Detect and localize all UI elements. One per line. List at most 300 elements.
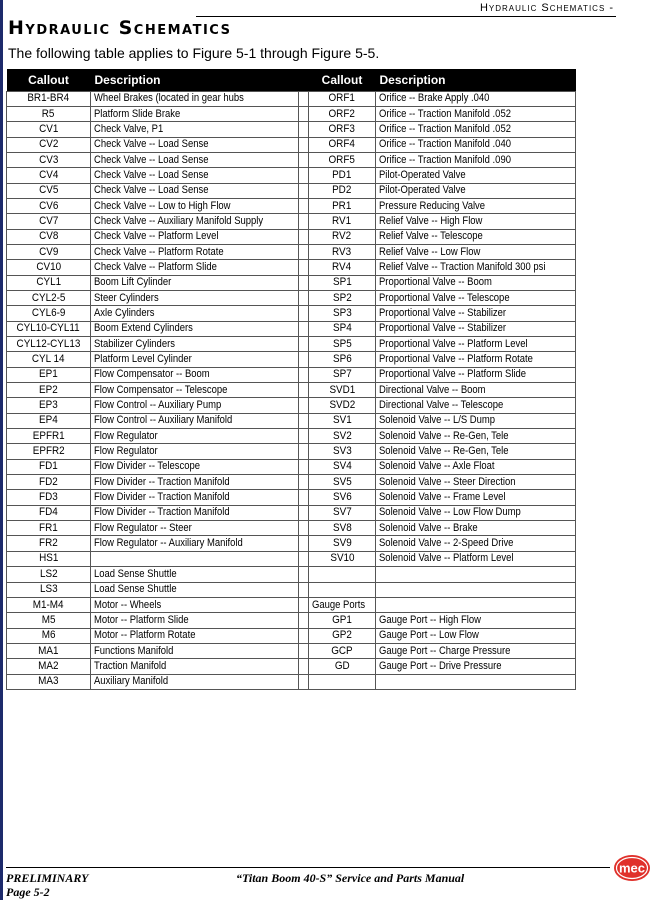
callout-cell-left	[7, 505, 91, 520]
spacer-cell	[299, 352, 309, 367]
description-cell-left	[91, 674, 299, 689]
description-cell-right	[376, 337, 576, 352]
description-cell-right	[376, 551, 576, 566]
callout-cell-left	[7, 597, 91, 612]
callout-cell-left	[7, 367, 91, 382]
callout-cell-right-text: ORF3	[328, 122, 356, 135]
description-cell-left	[91, 290, 299, 305]
description-cell-left	[91, 475, 299, 490]
description-cell-right	[376, 183, 576, 198]
table-row	[7, 337, 576, 352]
spacer-cell	[299, 337, 309, 352]
callout-cell-right-text: SV10	[329, 552, 355, 565]
spacer-cell	[299, 260, 309, 275]
description-cell-left	[91, 106, 299, 121]
description-cell-right	[376, 628, 576, 643]
callout-cell-left-text: CV10	[36, 260, 61, 273]
spacer-cell	[299, 229, 309, 244]
callout-cell-left	[7, 536, 91, 551]
table-row	[7, 536, 576, 551]
spacer-cell	[299, 505, 309, 520]
spacer-cell	[299, 567, 309, 582]
callout-cell-left	[7, 106, 91, 121]
description-cell-left	[91, 551, 299, 566]
description-cell-left-text: Functions Manifold	[94, 644, 174, 657]
description-cell-left-text: Flow Divider -- Traction Manifold	[94, 506, 230, 519]
callout-cell-left	[7, 122, 91, 137]
description-cell-left-text: Check Valve -- Platform Slide	[94, 260, 217, 273]
callout-cell-left-text: CYL 14	[32, 353, 65, 366]
description-cell-right	[376, 490, 576, 505]
description-cell-right-text: Pilot-Operated Valve	[379, 184, 466, 197]
description-cell-right	[376, 152, 576, 167]
callout-cell-right	[309, 337, 376, 352]
table-row	[7, 643, 576, 658]
callout-cell-left-text: MA2	[38, 659, 59, 672]
description-cell-left	[91, 536, 299, 551]
spacer-cell	[299, 521, 309, 536]
callout-cell-left-text: CV7	[38, 214, 59, 227]
table-row	[7, 551, 576, 566]
description-cell-left	[91, 352, 299, 367]
description-cell-left-text: Flow Divider -- Telescope	[94, 460, 201, 473]
callout-cell-right	[309, 152, 376, 167]
callout-cell-right	[309, 214, 376, 229]
callout-cell-right	[309, 275, 376, 290]
callout-cell-right	[309, 290, 376, 305]
callout-cell-left-text: CV3	[38, 153, 59, 166]
description-cell-left-text: Axle Cylinders	[94, 306, 155, 319]
description-cell-left-text: Steer Cylinders	[94, 291, 159, 304]
description-cell-right	[376, 91, 576, 106]
callout-cell-left	[7, 337, 91, 352]
callout-cell-right	[309, 367, 376, 382]
description-cell-left-text: Flow Compensator -- Telescope	[94, 383, 228, 396]
table-row	[7, 383, 576, 398]
callout-cell-left-text: LS3	[39, 583, 58, 596]
description-cell-left-text: Load Sense Shuttle	[94, 567, 177, 580]
footer-page-number: Page 5-2	[6, 885, 50, 899]
callout-cell-right-text: SV4	[332, 460, 352, 473]
column-header-callout-1: Callout	[7, 69, 91, 91]
footer-status: PRELIMINARY	[6, 871, 89, 885]
callout-cell-right	[309, 383, 376, 398]
description-cell-right-text: Solenoid Valve -- Steer Direction	[379, 475, 516, 488]
callout-cell-right-text: RV3	[332, 245, 352, 258]
description-cell-right-text: Gauge Port -- Low Flow	[379, 629, 479, 642]
callout-cell-left-text: CV6	[38, 199, 59, 212]
description-cell-right	[376, 321, 576, 336]
description-cell-left	[91, 122, 299, 137]
column-header-callout-2: Callout	[309, 69, 376, 91]
description-cell-right	[376, 214, 576, 229]
callout-cell-left	[7, 567, 91, 582]
spacer-cell	[299, 536, 309, 551]
spacer-cell	[299, 198, 309, 213]
description-cell-right-text: Solenoid Valve -- 2-Speed Drive	[379, 537, 514, 550]
description-cell-right	[376, 122, 576, 137]
callout-cell-right	[309, 582, 376, 597]
mec-logo	[613, 853, 651, 883]
description-cell-right-text: Proportional Valve -- Stabilizer	[379, 306, 507, 319]
description-cell-right-text: Gauge Port -- Drive Pressure	[379, 659, 502, 672]
table-row	[7, 613, 576, 628]
spacer-cell	[299, 290, 309, 305]
table-row	[7, 674, 576, 689]
callout-cell-right-text: SP7	[332, 368, 352, 381]
description-cell-left-text: Check Valve -- Low to High Flow	[94, 199, 231, 212]
callout-cell-left	[7, 628, 91, 643]
section-title: Hydraulic Schematics	[8, 17, 232, 39]
callout-cell-right-text: SV5	[332, 475, 352, 488]
description-cell-left	[91, 198, 299, 213]
callout-cell-right-text: PR1	[332, 199, 352, 212]
callout-cell-right	[309, 475, 376, 490]
spacer-cell	[299, 444, 309, 459]
table-row	[7, 475, 576, 490]
table-row	[7, 490, 576, 505]
description-cell-right	[376, 613, 576, 628]
table-row	[7, 567, 576, 582]
callout-cell-right-text: SP5	[332, 337, 352, 350]
callout-cell-left-text: M6	[41, 629, 56, 642]
description-cell-right	[376, 168, 576, 183]
description-cell-left	[91, 643, 299, 658]
callout-cell-left-text: HS1	[38, 552, 59, 565]
callout-cell-right	[309, 505, 376, 520]
callout-cell-left-text: CV8	[38, 230, 59, 243]
callout-cell-left-text: MA1	[38, 644, 59, 657]
description-cell-left-text: Stabilizer Cylinders	[94, 337, 175, 350]
callout-cell-right	[309, 613, 376, 628]
description-cell-left	[91, 567, 299, 582]
spacer-cell	[299, 628, 309, 643]
callout-cell-right	[309, 91, 376, 106]
description-cell-right-text: Solenoid Valve -- L/S Dump	[379, 414, 496, 427]
description-cell-left-text: Check Valve -- Load Sense	[94, 138, 209, 151]
callout-cell-left	[7, 229, 91, 244]
table-row	[7, 413, 576, 428]
description-cell-right	[376, 244, 576, 259]
callout-cell-left	[7, 383, 91, 398]
footer-left	[6, 871, 88, 899]
callout-cell-right	[309, 198, 376, 213]
callout-cell-right	[309, 628, 376, 643]
description-cell-right-text: Orifice -- Traction Manifold .052	[379, 122, 511, 135]
description-cell-right	[376, 398, 576, 413]
description-cell-left	[91, 214, 299, 229]
callout-cell-left	[7, 613, 91, 628]
callout-cell-right	[309, 674, 376, 689]
callout-cell-left-text: CYL2-5	[31, 291, 66, 304]
description-cell-right	[376, 643, 576, 658]
description-cell-right	[376, 536, 576, 551]
callout-cell-right	[309, 459, 376, 474]
logo-text: mec	[618, 860, 646, 876]
callout-cell-right-text: ORF5	[328, 153, 356, 166]
page-left-border	[0, 0, 3, 900]
description-cell-left	[91, 429, 299, 444]
description-cell-right	[376, 413, 576, 428]
callout-cell-left-text: LS2	[39, 567, 58, 580]
table-row	[7, 244, 576, 259]
callout-cell-left	[7, 306, 91, 321]
description-cell-left	[91, 306, 299, 321]
description-cell-left-text: Flow Compensator -- Boom	[94, 368, 210, 381]
description-cell-right	[376, 352, 576, 367]
callout-cell-left	[7, 521, 91, 536]
subheading-cell-right-text: Gauge Ports	[312, 598, 366, 611]
callout-cell-right-text: GP1	[332, 613, 352, 626]
table-row	[7, 275, 576, 290]
spacer-cell	[299, 168, 309, 183]
callout-cell-left	[7, 444, 91, 459]
callout-cell-right	[309, 521, 376, 536]
callout-cell-right	[309, 122, 376, 137]
spacer-cell	[299, 659, 309, 674]
callout-cell-right-text: SVD1	[329, 383, 355, 396]
column-header-spacer	[299, 69, 309, 91]
callout-cell-right-text: SV8	[332, 521, 352, 534]
callout-cell-right	[309, 429, 376, 444]
spacer-cell	[299, 137, 309, 152]
spacer-cell	[299, 398, 309, 413]
description-cell-left	[91, 321, 299, 336]
callout-cell-right	[309, 183, 376, 198]
callout-cell-right	[309, 413, 376, 428]
callout-cell-left	[7, 290, 91, 305]
description-cell-right-text: Solenoid Valve -- Axle Float	[379, 460, 495, 473]
callout-cell-right-text: SP4	[332, 322, 352, 335]
callout-cell-left-text: R5	[42, 107, 55, 120]
callout-cell-left	[7, 260, 91, 275]
intro-text: The following table applies to Figure 5-1 through Figure 5-5.	[8, 45, 380, 61]
callout-cell-left	[7, 659, 91, 674]
callout-cell-left	[7, 321, 91, 336]
callout-cell-right	[309, 643, 376, 658]
callout-cell-right	[309, 229, 376, 244]
description-cell-left-text: Flow Regulator	[94, 429, 158, 442]
callout-cell-left	[7, 244, 91, 259]
table-row	[7, 183, 576, 198]
description-cell-left	[91, 183, 299, 198]
callout-cell-left	[7, 183, 91, 198]
table-row	[7, 597, 576, 612]
description-cell-right	[376, 198, 576, 213]
table-row	[7, 91, 576, 106]
callout-cell-left	[7, 198, 91, 213]
callout-cell-right-text: SV6	[332, 491, 352, 504]
table-row	[7, 260, 576, 275]
description-cell-right	[376, 229, 576, 244]
callout-cell-right-text: SV9	[332, 537, 352, 550]
callout-cell-left	[7, 214, 91, 229]
callout-cell-left	[7, 582, 91, 597]
description-cell-left-text: Flow Divider -- Traction Manifold	[94, 491, 230, 504]
table-row	[7, 444, 576, 459]
callout-cell-left-text: EPFR1	[32, 429, 65, 442]
callout-cell-left-text: CYL12-CYL13	[16, 337, 81, 350]
callout-cell-left	[7, 459, 91, 474]
description-cell-right-text: Pressure Reducing Valve	[379, 199, 486, 212]
spacer-cell	[299, 183, 309, 198]
callout-cell-right	[309, 536, 376, 551]
description-cell-right-text: Proportional Valve -- Platform Slide	[379, 368, 527, 381]
column-header-description-1: Description	[91, 69, 299, 91]
description-cell-left-text: Flow Control -- Auxiliary Manifold	[94, 414, 233, 427]
callout-cell-right-text: SVD2	[329, 399, 355, 412]
callout-cell-right-text: SP2	[332, 291, 352, 304]
description-cell-left	[91, 444, 299, 459]
description-cell-left	[91, 490, 299, 505]
callout-cell-left-text: FD2	[39, 475, 58, 488]
callout-cell-right-text: SV7	[332, 506, 352, 519]
description-cell-right	[376, 521, 576, 536]
description-cell-left-text: Boom Extend Cylinders	[94, 322, 193, 335]
callout-cell-left-text: EP1	[39, 368, 58, 381]
description-cell-left-text: Motor -- Platform Slide	[94, 613, 189, 626]
callout-cell-left-text: EP4	[39, 414, 58, 427]
description-cell-left-text: Flow Divider -- Traction Manifold	[94, 475, 230, 488]
description-cell-right	[376, 106, 576, 121]
description-cell-right	[376, 444, 576, 459]
description-cell-left	[91, 229, 299, 244]
table-row	[7, 137, 576, 152]
table-row	[7, 168, 576, 183]
description-cell-right-text: Solenoid Valve -- Re-Gen, Tele	[379, 429, 509, 442]
table-row	[7, 229, 576, 244]
description-cell-left	[91, 168, 299, 183]
description-cell-left-text: Platform Slide Brake	[94, 107, 181, 120]
description-cell-right-text: Proportional Valve -- Boom	[379, 276, 492, 289]
callout-cell-left-text: CV5	[38, 184, 59, 197]
subheading-cell-right	[309, 597, 376, 612]
running-title: Hydraulic Schematics -	[479, 2, 614, 14]
callout-cell-left	[7, 413, 91, 428]
column-header-description-2: Description	[376, 69, 576, 91]
callout-cell-left-text: CYL10-CYL11	[16, 322, 81, 335]
description-cell-left	[91, 659, 299, 674]
callout-table	[6, 69, 576, 690]
description-cell-right	[376, 459, 576, 474]
callout-cell-right	[309, 306, 376, 321]
callout-cell-left-text: M5	[41, 613, 56, 626]
description-cell-right-text: Solenoid Valve -- Frame Level	[379, 491, 506, 504]
table-row	[7, 398, 576, 413]
callout-cell-left	[7, 275, 91, 290]
callout-cell-right	[309, 168, 376, 183]
description-cell-right-text: Orifice -- Traction Manifold .090	[379, 153, 511, 166]
description-cell-right-text: Solenoid Valve -- Low Flow Dump	[379, 506, 521, 519]
callout-cell-left-text: FD3	[39, 491, 58, 504]
description-cell-right-text: Relief Valve -- High Flow	[379, 214, 483, 227]
callout-cell-left	[7, 674, 91, 689]
spacer-cell	[299, 214, 309, 229]
callout-cell-left	[7, 490, 91, 505]
callout-cell-left-text: FD1	[39, 460, 58, 473]
callout-cell-left-text: CV9	[38, 245, 59, 258]
description-cell-left-text: Platform Level Cylinder	[94, 353, 192, 366]
spacer-cell	[299, 91, 309, 106]
description-cell-right	[376, 475, 576, 490]
description-cell-left	[91, 413, 299, 428]
description-cell-right	[376, 275, 576, 290]
description-cell-right-text: Proportional Valve -- Platform Level	[379, 337, 528, 350]
callout-cell-right	[309, 244, 376, 259]
spacer-cell	[299, 490, 309, 505]
description-cell-right	[376, 597, 576, 612]
callout-cell-left-text: CV1	[38, 122, 59, 135]
description-cell-left	[91, 459, 299, 474]
description-cell-left	[91, 398, 299, 413]
spacer-cell	[299, 643, 309, 658]
description-cell-left-text: Flow Regulator -- Auxiliary Manifold	[94, 537, 243, 550]
callout-cell-left-text: CYL1	[36, 276, 61, 289]
callout-cell-right-text: RV2	[332, 230, 352, 243]
callout-cell-left-text: EPFR2	[32, 445, 65, 458]
callout-cell-right-text: ORF1	[328, 92, 356, 105]
callout-cell-right-text: SV3	[332, 445, 352, 458]
description-cell-right-text: Proportional Valve -- Stabilizer	[379, 322, 507, 335]
description-cell-left-text: Flow Regulator	[94, 445, 158, 458]
table-row	[7, 306, 576, 321]
description-cell-left	[91, 505, 299, 520]
description-cell-left-text: Flow Regulator -- Steer	[94, 521, 192, 534]
description-cell-right-text: Directional Valve -- Boom	[379, 383, 486, 396]
callout-cell-left	[7, 152, 91, 167]
description-cell-left-text: Auxiliary Manifold	[94, 675, 169, 688]
callout-cell-right	[309, 659, 376, 674]
table-row	[7, 214, 576, 229]
description-cell-left	[91, 337, 299, 352]
callout-cell-right	[309, 321, 376, 336]
footer-manual-title: “Titan Boom 40-S” Service and Parts Manual	[236, 871, 465, 885]
description-cell-left-text: Wheel Brakes (located in gear hubs	[94, 92, 244, 105]
callout-cell-left	[7, 475, 91, 490]
callout-cell-right	[309, 260, 376, 275]
callout-cell-right-text: GCP	[331, 644, 353, 657]
callout-cell-right-text: SP3	[332, 306, 352, 319]
callout-cell-right-text: ORF4	[328, 138, 356, 151]
description-cell-left	[91, 521, 299, 536]
description-cell-left	[91, 275, 299, 290]
table-row	[7, 459, 576, 474]
callout-cell-left-text: M1-M4	[33, 598, 64, 611]
table-row	[7, 628, 576, 643]
spacer-cell	[299, 383, 309, 398]
spacer-cell	[299, 122, 309, 137]
table-row	[7, 198, 576, 213]
description-cell-right-text: Pilot-Operated Valve	[379, 168, 466, 181]
description-cell-right	[376, 137, 576, 152]
description-cell-right-text: Proportional Valve -- Telescope	[379, 291, 510, 304]
table-row	[7, 367, 576, 382]
description-cell-left	[91, 628, 299, 643]
description-cell-right-text: Relief Valve -- Traction Manifold 300 psi	[379, 260, 546, 273]
description-cell-right-text: Gauge Port -- Charge Pressure	[379, 644, 511, 657]
description-cell-left-text: Check Valve -- Load Sense	[94, 184, 209, 197]
description-cell-left	[91, 383, 299, 398]
description-cell-left	[91, 582, 299, 597]
spacer-cell	[299, 244, 309, 259]
table-row	[7, 521, 576, 536]
callout-cell-left	[7, 352, 91, 367]
description-cell-right-text: Solenoid Valve -- Platform Level	[379, 552, 514, 565]
description-cell-left-text: Check Valve -- Load Sense	[94, 168, 209, 181]
description-cell-right-text: Gauge Port -- High Flow	[379, 613, 482, 626]
description-cell-left-text: Traction Manifold	[94, 659, 167, 672]
callout-cell-left-text: FR2	[39, 537, 58, 550]
